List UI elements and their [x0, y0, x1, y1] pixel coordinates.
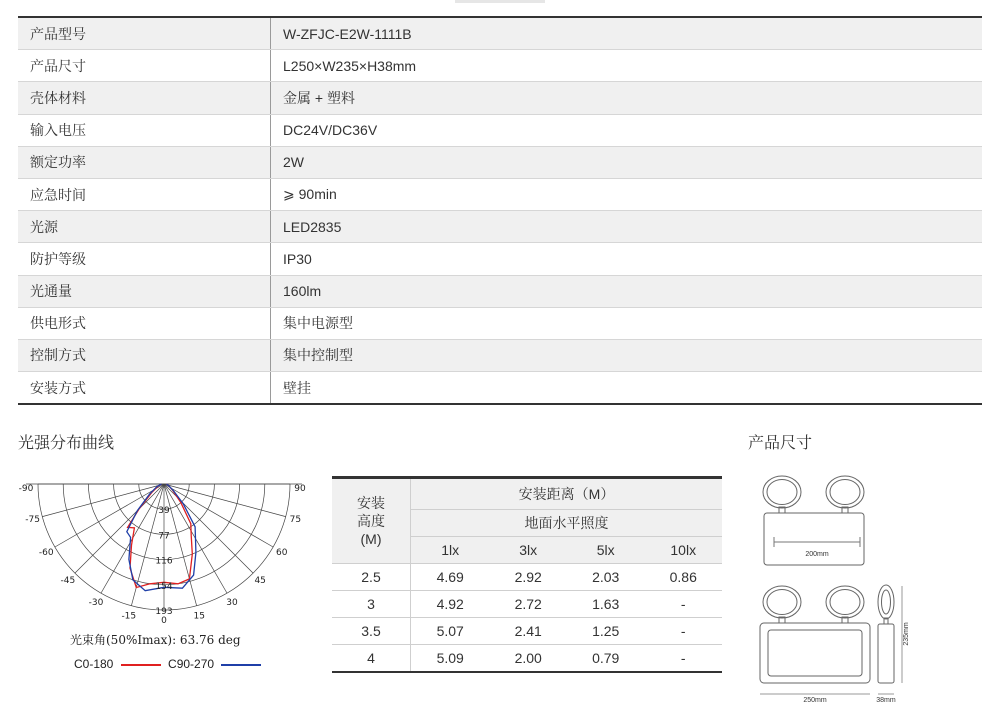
cell: 0.79	[567, 645, 645, 673]
table-row	[332, 618, 722, 645]
angle-label: 75	[289, 515, 302, 526]
col-header: 5lx	[567, 537, 645, 564]
table-row	[18, 146, 982, 178]
lamp-head-right-inner	[830, 590, 860, 615]
radial-label: 77	[158, 531, 170, 542]
cell: 4.69	[411, 564, 490, 591]
spec-value: 集中控制型	[271, 339, 983, 371]
side-body	[878, 624, 894, 683]
angle-label: -30	[88, 597, 104, 608]
spec-key: 壳体材料	[18, 82, 271, 114]
angle-label: -45	[60, 576, 76, 587]
height-label: 235mm	[903, 622, 910, 646]
spec-value: 160lm	[271, 275, 983, 307]
height-header-line3: (M)	[360, 531, 382, 547]
cell: 0.86	[644, 564, 722, 591]
illuminance-table	[332, 476, 722, 673]
radial-label: 193	[155, 607, 173, 617]
polar-title: 光强分布曲线	[18, 435, 115, 452]
spec-value: DC24V/DC36V	[271, 114, 983, 146]
polar-spoke	[164, 484, 286, 517]
beam-angle: 光束角(50%Imax): 63.76 deg	[70, 633, 241, 647]
top-width-label: 200mm	[805, 551, 829, 558]
cell: 4.92	[411, 591, 490, 618]
angle-label: -75	[25, 515, 40, 526]
spec-key: 产品型号	[18, 17, 271, 50]
angle-label: 60	[276, 548, 288, 558]
angle-label: 15	[193, 611, 205, 622]
spec-key: 额定功率	[18, 146, 271, 178]
cell: -	[644, 591, 722, 618]
row-height: 3	[332, 591, 411, 618]
table-row	[332, 645, 722, 673]
lamp-head-left-inner	[767, 480, 797, 505]
table-row	[18, 307, 982, 339]
angle-label: -60	[38, 548, 54, 558]
angle-label: 30	[226, 597, 238, 608]
polar-diagram	[18, 466, 310, 626]
lamp-head-left	[763, 476, 801, 508]
cell: 2.00	[489, 645, 567, 673]
height-header-line1: 安装	[357, 495, 385, 511]
lamp-head-left-inner	[767, 590, 797, 615]
legend-c90-label: C90-270	[168, 657, 215, 671]
spec-key: 安装方式	[18, 372, 271, 405]
row-height: 4	[332, 645, 411, 673]
table-row	[18, 372, 982, 405]
lamp-head-right-inner	[830, 480, 860, 505]
spec-table	[18, 16, 982, 405]
cell: 1.63	[567, 591, 645, 618]
spec-value: 2W	[271, 146, 983, 178]
table-row	[18, 339, 982, 371]
spec-value: LED2835	[271, 211, 983, 243]
spec-value: ⩾ 90min	[271, 178, 983, 210]
table-row	[18, 178, 982, 210]
cell: -	[644, 618, 722, 645]
table-row	[18, 243, 982, 275]
width-label: 250mm	[803, 697, 827, 704]
spec-value: 壁挂	[271, 372, 983, 405]
front-panel	[768, 630, 862, 676]
spec-value: IP30	[271, 243, 983, 275]
cell: 2.72	[489, 591, 567, 618]
radial-label: 116	[155, 556, 173, 567]
sub-header: 地面水平照度	[411, 510, 723, 537]
spec-key: 供电形式	[18, 307, 271, 339]
dimension-drawing	[752, 466, 922, 706]
radial-label: 39	[158, 506, 170, 517]
angle-label: -15	[121, 611, 137, 622]
spec-value: 集中电源型	[271, 307, 983, 339]
polar-spoke	[75, 484, 164, 573]
cell: 5.09	[411, 645, 490, 673]
spec-value: L250×W235×H38mm	[271, 50, 983, 82]
cell: 2.92	[489, 564, 567, 591]
cell: 1.25	[567, 618, 645, 645]
table-row	[18, 114, 982, 146]
table-row	[18, 82, 982, 114]
spec-key: 控制方式	[18, 339, 271, 371]
lamp-head-right	[826, 476, 864, 508]
distance-header: 安装距离（M）	[411, 478, 723, 510]
cell: 5.07	[411, 618, 490, 645]
col-header: 10lx	[644, 537, 722, 564]
spec-value: 金属 + 塑料	[271, 82, 983, 114]
table-row	[332, 591, 722, 618]
polar-spoke	[55, 484, 164, 547]
legend-c0-label: C0-180	[74, 657, 114, 671]
table-row	[18, 50, 982, 82]
table-row	[18, 275, 982, 307]
front-view	[760, 586, 870, 694]
lamp-head-left	[763, 586, 801, 618]
height-header-line2: 高度	[357, 513, 385, 529]
side-head-inner	[882, 590, 891, 614]
polar-legend	[74, 657, 265, 671]
spec-key: 输入电压	[18, 114, 271, 146]
table-row	[18, 211, 982, 243]
angle-label: 45	[254, 576, 266, 587]
side-view	[878, 585, 902, 694]
spec-key: 产品尺寸	[18, 50, 271, 82]
angle-label: 90	[294, 484, 306, 494]
spec-key: 应急时间	[18, 178, 271, 210]
depth-label: 38mm	[876, 697, 896, 704]
angle-label: 0	[161, 616, 167, 626]
col-header: 1lx	[411, 537, 490, 564]
lamp-head-right	[826, 586, 864, 618]
cell: 2.41	[489, 618, 567, 645]
row-height: 2.5	[332, 564, 411, 591]
top-decoration	[455, 0, 545, 3]
spec-value: W-ZFJC-E2W-1111B	[271, 17, 983, 50]
height-header	[332, 478, 411, 564]
polar-spoke	[164, 484, 273, 547]
angle-label: -90	[18, 484, 34, 494]
spec-key: 防护等级	[18, 243, 271, 275]
legend-c90-line	[221, 664, 261, 666]
spec-key: 光源	[18, 211, 271, 243]
cell: 2.03	[567, 564, 645, 591]
dimension-title: 产品尺寸	[748, 435, 813, 452]
cell: -	[644, 645, 722, 673]
front-body	[760, 623, 870, 683]
row-height: 3.5	[332, 618, 411, 645]
col-header: 3lx	[489, 537, 567, 564]
radial-label: 154	[155, 581, 173, 592]
legend-c0-line	[121, 664, 161, 666]
table-row	[18, 17, 982, 50]
table-row	[332, 564, 722, 591]
spec-key: 光通量	[18, 275, 271, 307]
